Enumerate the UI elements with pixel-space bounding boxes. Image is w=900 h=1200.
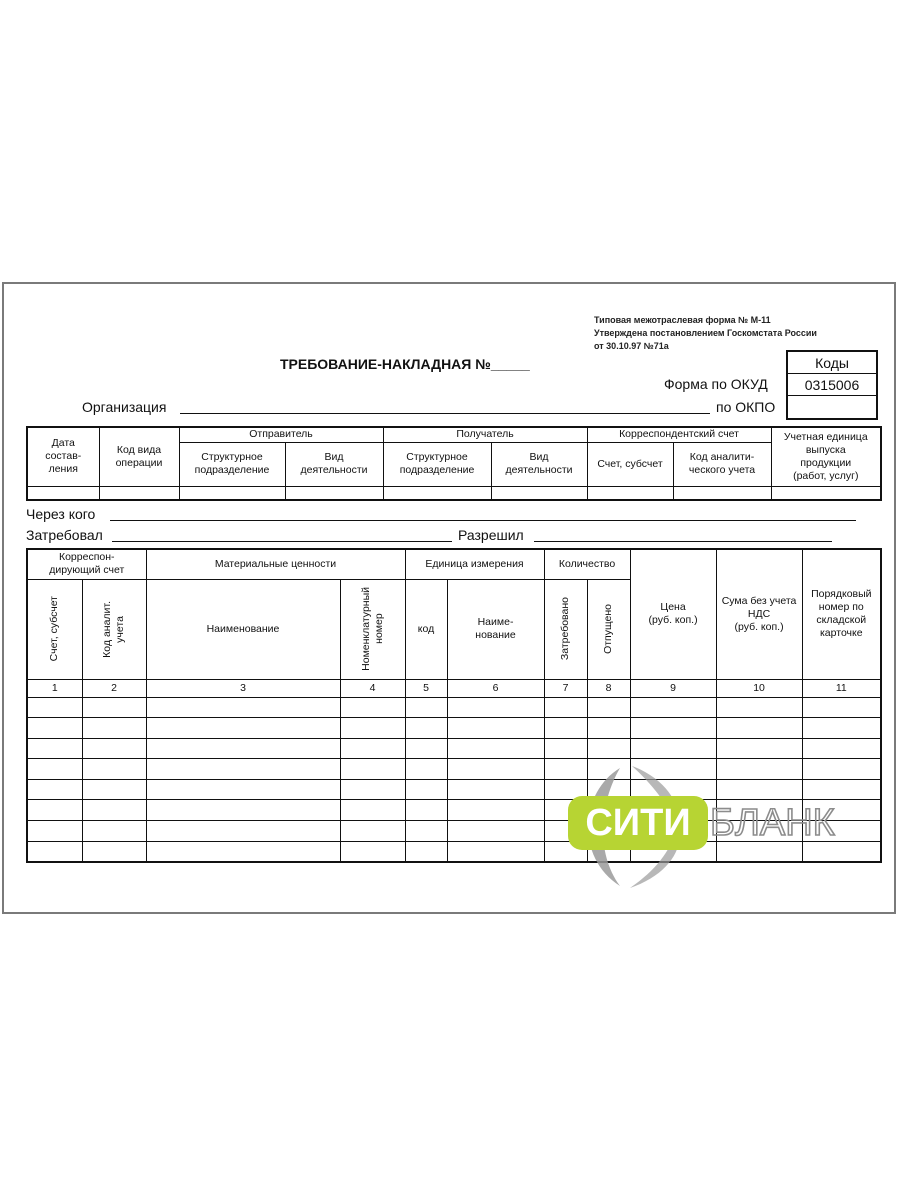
table-cell[interactable] [27,738,82,759]
approval-line-2: Утверждена постановлением Госкомстата России [594,328,817,338]
sender-unit-header: Структурное подразделение [179,442,285,486]
table-cell[interactable] [544,718,587,739]
price-header: Цена (руб. коп.) [630,549,716,679]
table-cell[interactable] [544,697,587,718]
approval-block [594,314,817,353]
receiver-activity-header: Вид деятельности [491,442,587,486]
table-cell[interactable] [405,697,447,718]
table-cell[interactable] [340,718,405,739]
table-row [27,738,881,759]
corr-account-group-header: Корреспон- дирующий счет [27,549,146,579]
sender-header: Отправитель [179,427,383,442]
table-cell[interactable] [802,697,881,718]
table-cell[interactable] [146,821,340,842]
form-sheet [2,282,896,914]
through-field[interactable] [110,520,856,521]
table-cell[interactable] [82,841,146,862]
okud-label: Форма по ОКУД [664,376,768,392]
table-cell[interactable] [146,759,340,780]
col-number: 7 [544,679,587,697]
col-number: 3 [146,679,340,697]
table-cell[interactable] [630,718,716,739]
code-header: код [405,579,447,679]
table-cell[interactable] [405,759,447,780]
sender-activity-cell[interactable] [285,486,383,500]
table-cell[interactable] [544,738,587,759]
requested-header: Затребовано [559,597,572,661]
allowed-label: Разрешил [458,527,524,543]
table-cell[interactable] [82,800,146,821]
header-table-input-row [27,486,881,500]
account-header: Счет, субсчет [48,596,61,662]
table-cell[interactable] [146,800,340,821]
organization-label: Организация [82,399,167,415]
table-cell[interactable] [587,697,630,718]
unit-output-cell[interactable] [771,486,881,500]
unit-measure-header: Единица измерения [405,549,544,579]
col-number: 10 [716,679,802,697]
table-cell[interactable] [447,697,544,718]
table-cell[interactable] [405,800,447,821]
citiblank-logo [560,762,880,892]
header-table [26,426,882,501]
table-cell[interactable] [447,841,544,862]
col-number: 5 [405,679,447,697]
table-cell[interactable] [716,738,802,759]
table-cell[interactable] [447,800,544,821]
card-number-header: Порядковый номер по складской карточке [802,549,881,679]
name-header: Наименование [146,579,340,679]
approval-line-3: от 30.10.97 №71а [594,341,669,351]
analytic-header: Код аналит. учета [101,600,126,658]
okud-code: 0315006 [788,374,876,396]
table-cell[interactable] [27,821,82,842]
table-cell[interactable] [340,697,405,718]
okpo-label: по ОКПО [716,399,776,415]
table-cell[interactable] [82,738,146,759]
table-cell[interactable] [82,759,146,780]
table-cell[interactable] [146,779,340,800]
table-cell[interactable] [82,779,146,800]
table-cell[interactable] [447,779,544,800]
analytic-code-header: Код аналити- ческого учета [673,442,771,486]
nomenclature-header: Номенклатурный номер [359,587,385,671]
table-cell[interactable] [405,841,447,862]
document-title: ТРЕБОВАНИЕ-НАКЛАДНАЯ №_____ [280,356,530,372]
codes-box [786,350,878,420]
table-cell[interactable] [27,697,82,718]
allowed-field[interactable] [534,541,832,542]
unit-name-header: Наиме- нование [447,579,544,679]
organization-field[interactable] [180,413,710,414]
codes-label: Коды [788,352,876,374]
sum-header: Сума без учета НДС (руб. коп.) [716,549,802,679]
table-cell[interactable] [340,738,405,759]
op-code-cell[interactable] [99,486,179,500]
col-number: 8 [587,679,630,697]
logo-part1: СИТИ [585,802,691,844]
quantity-header: Количество [544,549,630,579]
account-sub-cell[interactable] [587,486,673,500]
table-cell[interactable] [82,821,146,842]
table-cell[interactable] [27,718,82,739]
logo-part2: БЛАНК [710,802,835,844]
table-cell[interactable] [447,821,544,842]
table-cell[interactable] [405,718,447,739]
table-cell[interactable] [146,841,340,862]
table-cell[interactable] [587,718,630,739]
table-cell[interactable] [405,738,447,759]
sender-unit-cell[interactable] [179,486,285,500]
table-cell[interactable] [405,779,447,800]
receiver-activity-cell[interactable] [491,486,587,500]
requested-label: Затребовал [26,527,103,543]
receiver-header: Получатель [383,427,587,442]
table-cell[interactable] [27,800,82,821]
column-number-row [27,679,881,697]
col-number: 1 [27,679,82,697]
requested-field[interactable] [112,541,452,542]
sender-activity-header: Вид деятельности [285,442,383,486]
date-header: Дата состав- ления [27,427,99,486]
receiver-unit-cell[interactable] [383,486,491,500]
table-cell[interactable] [340,821,405,842]
col-number: 6 [447,679,544,697]
table-cell[interactable] [82,697,146,718]
account-sub-header: Счет, субсчет [587,442,673,486]
table-cell[interactable] [340,779,405,800]
col-number: 9 [630,679,716,697]
table-cell[interactable] [630,738,716,759]
released-header: Отпущено [602,604,615,654]
table-cell[interactable] [716,718,802,739]
table-cell[interactable] [630,697,716,718]
col-number: 2 [82,679,146,697]
material-values-header: Материальные ценности [146,549,405,579]
approval-line-1: Типовая межотраслевая форма № М-11 [594,315,771,325]
table-cell[interactable] [802,738,881,759]
col-number: 11 [802,679,881,697]
table-cell[interactable] [340,841,405,862]
table-cell[interactable] [146,718,340,739]
col-number: 4 [340,679,405,697]
table-cell[interactable] [405,821,447,842]
table-cell[interactable] [82,718,146,739]
table-cell[interactable] [340,759,405,780]
table-cell[interactable] [27,759,82,780]
okpo-code-field[interactable] [788,396,876,418]
table-cell[interactable] [27,779,82,800]
analytic-code-cell[interactable] [673,486,771,500]
table-cell[interactable] [447,738,544,759]
table-cell[interactable] [146,738,340,759]
table-cell[interactable] [146,697,340,718]
through-label: Через кого [26,506,96,522]
receiver-unit-header: Структурное подразделение [383,442,491,486]
table-cell[interactable] [447,718,544,739]
table-row [27,697,881,718]
table-cell[interactable] [27,841,82,862]
table-cell[interactable] [716,697,802,718]
date-cell[interactable] [27,486,99,500]
corr-account-header: Корреспондентский счет [587,427,771,442]
op-code-header: Код вида операции [99,427,179,486]
table-cell[interactable] [340,800,405,821]
unit-output-header: Учетная единица выпуска продукции (работ, услуг) [771,427,881,486]
table-cell[interactable] [447,759,544,780]
table-cell[interactable] [802,718,881,739]
table-cell[interactable] [587,738,630,759]
table-row [27,718,881,739]
